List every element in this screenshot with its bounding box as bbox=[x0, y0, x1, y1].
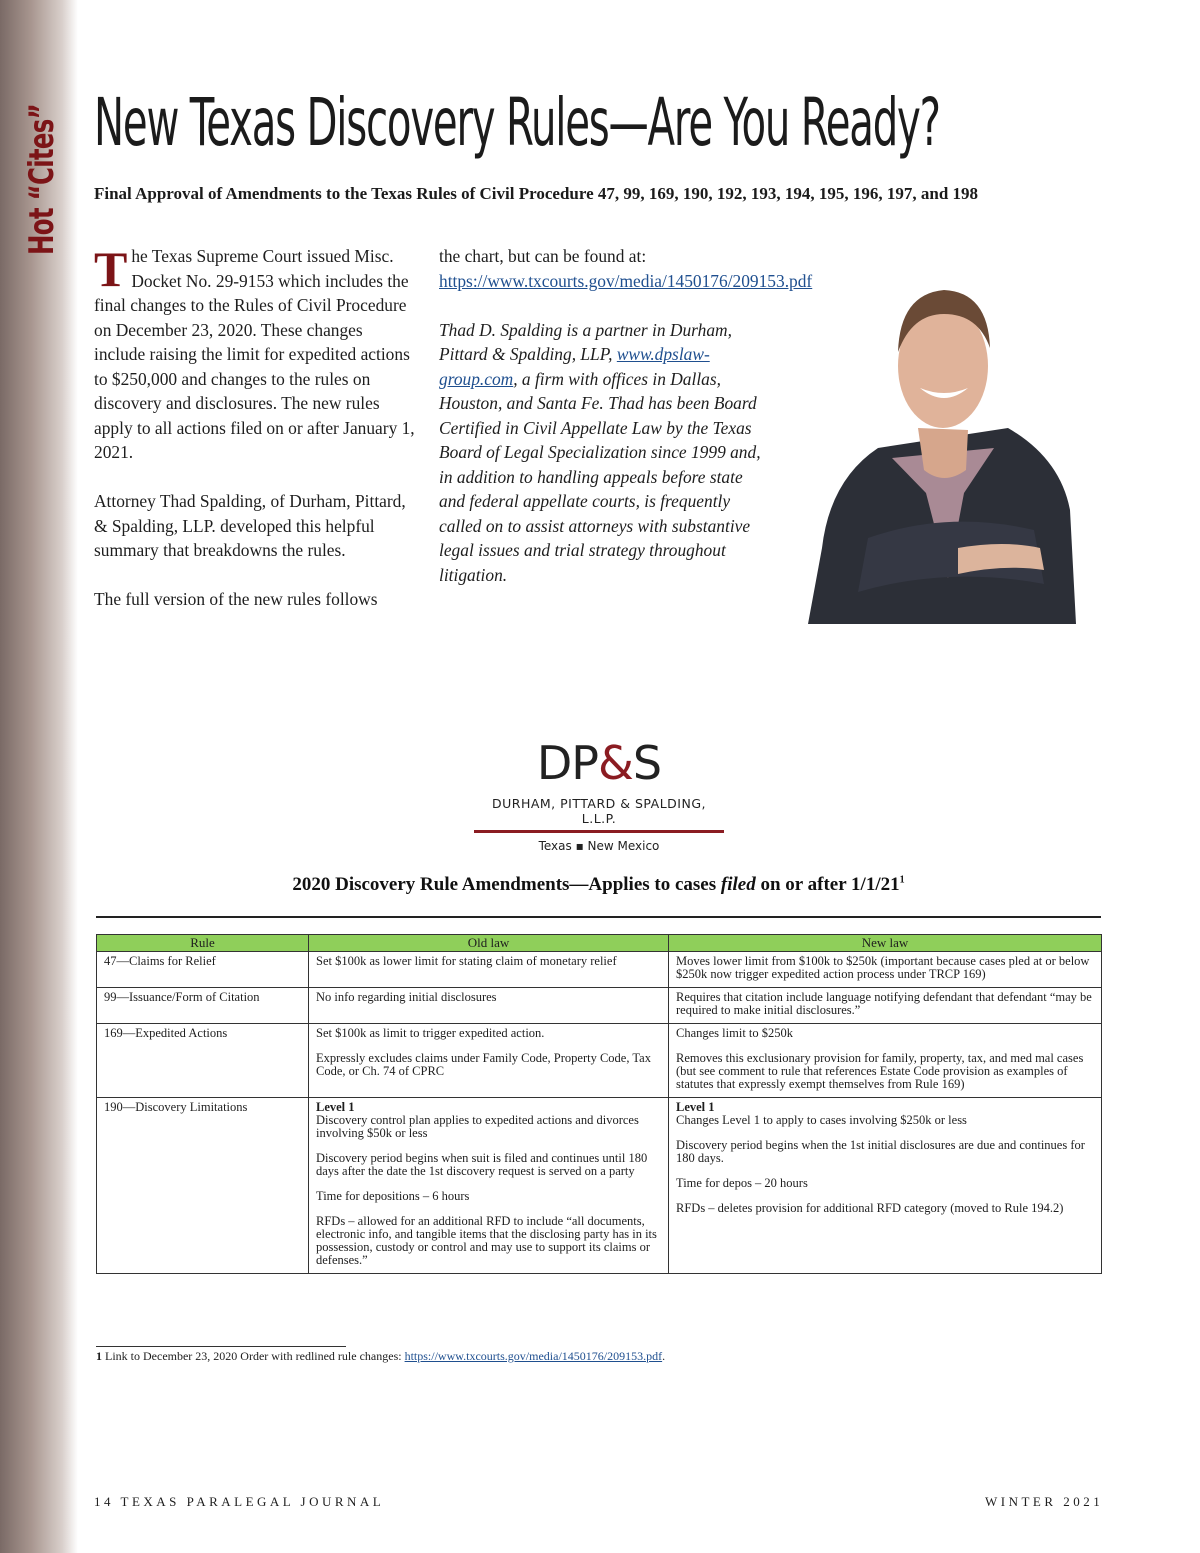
page-folio-right: WINTER 2021 bbox=[985, 1494, 1104, 1509]
article-column-2 bbox=[439, 244, 813, 612]
footnote-rule bbox=[96, 1346, 346, 1347]
table-row bbox=[97, 952, 1102, 988]
footnote: 1 Link to December 23, 2020 Order with redlined rule changes: https://www.txcourts.gov/media/1450176/209153.pdf. bbox=[96, 1349, 666, 1363]
new-level-label: Level 1 bbox=[676, 1100, 715, 1114]
old-law-cell: Set $100k as lower limit for stating claim of monetary relief bbox=[309, 952, 669, 988]
old-law-cell: Set $100k as limit to trigger expedited action. Expressly excludes claims under Family Code, Property Code, Tax Code, or Ch. 74 of CPRC bbox=[309, 1024, 669, 1098]
intro-text: he Texas Supreme Court issued Misc. Docket No. 29-9153 which includes the final changes to the Rules of Civil Procedure on December 23, 2020. These changes include raising the limit for expedited actions to $250,000 and changes to the rules on discovery and disclosures. The new rules apply to all actions filed on or after January 1, 2021. bbox=[94, 246, 415, 462]
table-title: 2020 Discovery Rule Amendments—Applies to cases filed on or after $1/1/21^1$ bbox=[292, 874, 905, 895]
new-law-cell: Changes limit to $250k Removes this exclusionary provision for family, property, tax, and med mal cases (but see comment to rule that references Estate Code provision as examples of statutes that expressly exempt themselves from Rule 169) bbox=[669, 1024, 1102, 1098]
rules-pdf-link[interactable]: https://www.txcourts.gov/media/1450176/209153.pdf bbox=[439, 270, 813, 291]
bio-text-start: Thad D. Spalding is a partner in Durham, Pittard & Spalding, LLP, bbox=[439, 319, 732, 364]
link-intro-text: the chart, but can be found at: bbox=[439, 246, 647, 266]
bio-text-end: , a firm with offices in Dallas, Houston, and Santa Fe. Thad has been Board Certified in Civil Appellate Law by the Texas Board of Legal Specialization since 1999 and, in addition to handling appeals before state and federal appellate courts, is frequently called on to assist attorneys with substantive legal issues and trial strategy throughout litigation. bbox=[439, 368, 761, 585]
link-paragraph bbox=[439, 244, 813, 293]
summary-paragraph: Attorney Thad Spalding, of Durham, Pittard, & Spalding, LLP. developed this helpful summary that breakdowns the rules. bbox=[94, 491, 406, 560]
intro-paragraph bbox=[94, 241, 416, 465]
logo-monogram: DP&S bbox=[536, 736, 662, 790]
table-row bbox=[97, 1098, 1102, 1274]
full-version-paragraph: The full version of the new rules follows bbox=[94, 589, 378, 609]
drop-cap: T bbox=[94, 241, 128, 297]
page-folio-left: 14 TEXAS PARALEGAL JOURNAL bbox=[94, 1494, 385, 1509]
old-law-cell: Level 1 Discovery control plan applies to expedited actions and divorces involving $50k or less Discovery period begins when suit is filed and continues until 180 days after the date the 1st discovery request is served on a party Time for depositions – 6 hours RFDs – allowed for an additional RFD to include “all documents, electronic info, and tangible items that the disclosing party has in its possession, custody or control and may use to support its claims or defenses.” bbox=[309, 1098, 669, 1274]
amendments-table bbox=[96, 934, 1102, 1274]
logo-firm-name: DURHAM, PITTARD & SPALDING, L.L.P. bbox=[491, 796, 706, 826]
new-law-cell: Level 1 Changes Level 1 to apply to cases involving $250k or less Discovery period begins when the 1st initial disclosures are due and continues for 180 days. Time for depos – 20 hours RFDs – deletes provision for additional RFD category (moved to Rule 194.2) bbox=[669, 1098, 1102, 1274]
rule-cell: 99—Issuance/Form of Citation bbox=[97, 988, 309, 1024]
rule-cell: 190—Discovery Limitations bbox=[97, 1098, 309, 1274]
table-row bbox=[97, 988, 1102, 1024]
logo-divider bbox=[474, 830, 724, 833]
author-photo bbox=[808, 248, 1076, 624]
logo-locations: Texas ▪ New Mexico bbox=[538, 839, 660, 853]
article-subtitle: Final Approval of Amendments to the Texas Rules of Civil Procedure 47, 99, 169, 190, 192, 193, 194, 195, 196, 197, and 198 bbox=[94, 184, 979, 203]
header-old-law: Old law bbox=[309, 935, 669, 952]
firm-logo bbox=[474, 736, 724, 853]
old-level-label: Level 1 bbox=[316, 1100, 355, 1114]
article-title: New Texas Discovery Rules—Are You Ready? bbox=[94, 84, 940, 161]
table-row bbox=[97, 1024, 1102, 1098]
new-law-cell: Moves lower limit from $100k to $250k (important because cases pled at or below $250k now trigger expedited action process under TRCP 169) bbox=[669, 952, 1102, 988]
header-rule: Rule bbox=[97, 935, 309, 952]
firm-website-link[interactable]: www.dpslaw-group.com bbox=[439, 344, 710, 389]
footnote-order-link[interactable]: https://www.txcourts.gov/media/1450176/209153.pdf bbox=[404, 1349, 663, 1363]
section-tag: Hot “Cites” bbox=[22, 103, 62, 255]
rule-cell: 169—Expedited Actions bbox=[97, 1024, 309, 1098]
author-bio bbox=[439, 318, 769, 588]
table-header-row bbox=[97, 935, 1102, 952]
new-law-cell: Requires that citation include language notifying defendant that defendant “may be required to make initial disclosures.” bbox=[669, 988, 1102, 1024]
old-law-cell: No info regarding initial disclosures bbox=[309, 988, 669, 1024]
table-title-rule bbox=[96, 916, 1101, 918]
article-column-1 bbox=[94, 241, 416, 636]
rule-cell: 47—Claims for Relief bbox=[97, 952, 309, 988]
header-new-law: New law bbox=[669, 935, 1102, 952]
